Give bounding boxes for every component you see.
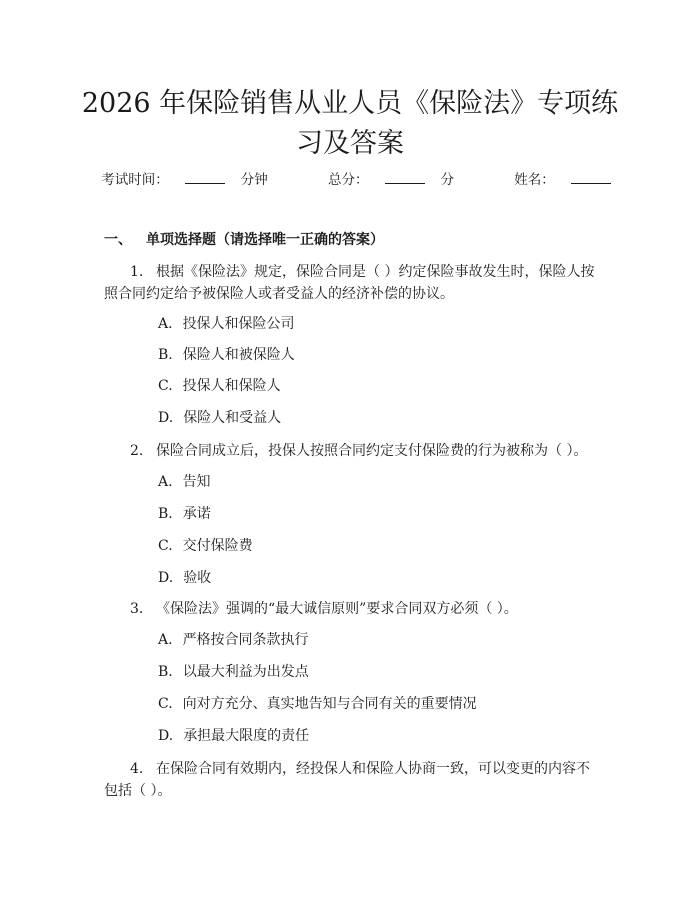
option-letter: D. bbox=[158, 570, 174, 586]
question-text: 保险合同成立后，投保人按照合同约定支付保险费的行为被称为（ ）。 bbox=[156, 443, 588, 459]
option-text: 交付保险费 bbox=[182, 538, 253, 554]
total-score-unit: 分 bbox=[440, 172, 454, 188]
section-heading bbox=[104, 229, 384, 249]
exam-time-blank bbox=[185, 171, 225, 184]
question-3-option-d bbox=[158, 726, 309, 746]
option-text: 验收 bbox=[183, 570, 212, 586]
option-letter: B. bbox=[158, 347, 173, 363]
option-letter: A. bbox=[158, 632, 173, 648]
question-1-option-c bbox=[158, 376, 281, 396]
question-text: 根据《保险法》规定，保险合同是（ ）约定保险事故发生时，保险人按照合同约定给予被保险人或者受益人的经济补偿的协议。 bbox=[104, 264, 595, 302]
question-2-option-a bbox=[158, 472, 211, 492]
student-name-label: 姓名： bbox=[514, 172, 555, 188]
question-2-option-c bbox=[158, 536, 253, 556]
option-text: 向对方充分、真实地告知与合同有关的重要情况 bbox=[182, 696, 477, 712]
exam-time-unit: 分钟 bbox=[240, 172, 268, 188]
question-2-option-d bbox=[158, 568, 211, 588]
section-title: 单项选择题（请选择唯一正确的答案） bbox=[146, 232, 384, 248]
option-letter: A. bbox=[158, 474, 173, 490]
question-3 bbox=[104, 598, 600, 620]
question-1-option-d bbox=[158, 408, 281, 428]
question-2 bbox=[104, 440, 600, 462]
option-text: 以最大利益为出发点 bbox=[182, 664, 309, 680]
option-text: 告知 bbox=[182, 474, 211, 490]
document-title: 2026 年保险销售从业人员《保险法》专项练习及答案 bbox=[81, 88, 619, 159]
question-text: 在保险合同有效期内，经投保人和保险人协商一致，可以变更的内容不包括（ ）。 bbox=[104, 761, 590, 799]
exam-time-label: 考试时间： bbox=[101, 172, 169, 188]
question-1-option-b bbox=[158, 345, 295, 365]
option-text: 严格按合同条款执行 bbox=[182, 632, 309, 648]
option-text: 保险人和受益人 bbox=[183, 410, 282, 426]
option-text: 承诺 bbox=[182, 506, 211, 522]
question-number: 2. bbox=[130, 443, 144, 459]
option-letter: A. bbox=[158, 316, 173, 332]
exam-info-line bbox=[0, 168, 700, 188]
option-text: 保险人和被保险人 bbox=[182, 347, 295, 363]
option-text: 投保人和保险公司 bbox=[182, 316, 295, 332]
question-number: 3. bbox=[130, 601, 144, 617]
question-3-option-a bbox=[158, 630, 309, 650]
question-number: 4. bbox=[130, 761, 144, 777]
student-name-blank bbox=[571, 171, 611, 184]
option-text: 承担最大限度的责任 bbox=[183, 728, 310, 744]
total-score-label: 总分： bbox=[328, 172, 369, 188]
question-3-option-b bbox=[158, 662, 309, 682]
question-4 bbox=[104, 758, 600, 802]
option-letter: B. bbox=[158, 664, 173, 680]
question-2-option-b bbox=[158, 504, 211, 524]
option-letter: D. bbox=[158, 410, 174, 426]
section-number: 一、 bbox=[104, 232, 132, 248]
exam-time bbox=[87, 172, 282, 188]
total-score-blank bbox=[385, 171, 425, 184]
question-1 bbox=[104, 261, 600, 305]
total-score bbox=[314, 172, 468, 188]
option-letter: C. bbox=[158, 696, 173, 712]
option-letter: C. bbox=[158, 538, 173, 554]
question-number: 1. bbox=[130, 264, 144, 280]
option-letter: D. bbox=[158, 728, 174, 744]
option-letter: C. bbox=[158, 378, 173, 394]
question-1-option-a bbox=[158, 314, 295, 334]
question-text: 《保险法》强调的“最大诚信原则”要求合同双方必须（ ）。 bbox=[156, 601, 518, 617]
question-3-option-c bbox=[158, 694, 477, 714]
student-name bbox=[500, 172, 613, 188]
option-letter: B. bbox=[158, 506, 173, 522]
option-text: 投保人和保险人 bbox=[182, 378, 281, 394]
